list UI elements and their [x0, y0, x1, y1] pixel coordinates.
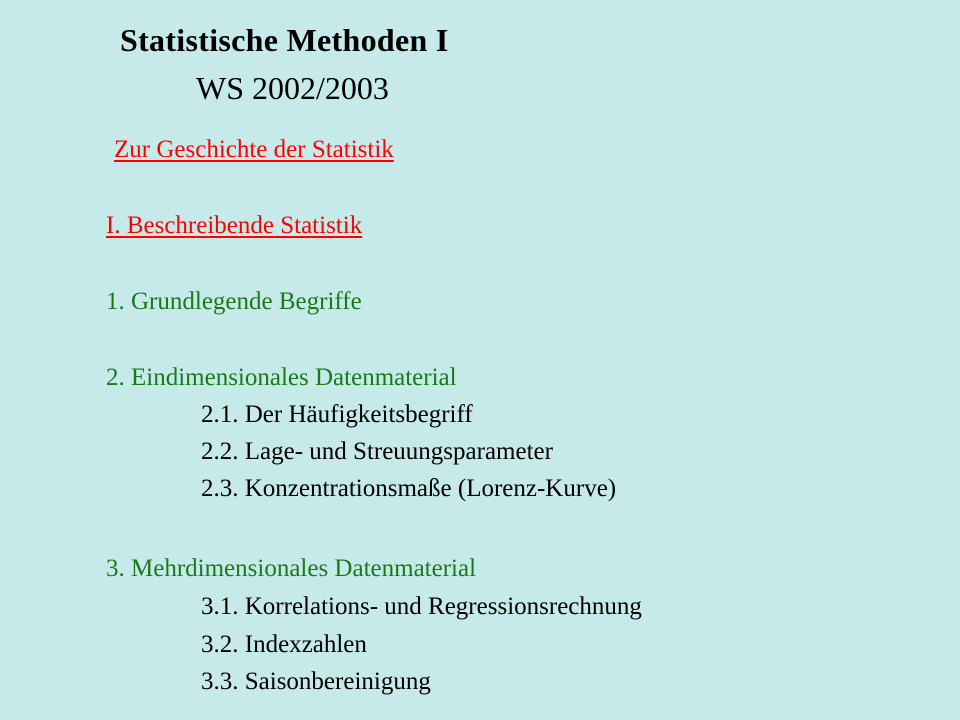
part-one-link[interactable]: I. Beschreibende Statistik [106, 212, 363, 239]
subsection-2-2: 2.2. Lage- und Streuungsparameter [201, 438, 553, 465]
section-heading-2: 2. Eindimensionales Datenmaterial [106, 364, 457, 391]
section-heading-3: 3. Mehrdimensionales Datenmaterial [106, 555, 477, 582]
section-heading-1: 1. Grundlegende Begriffe [106, 288, 362, 315]
subsection-2-3: 2.3. Konzentrationsmaße (Lorenz-Kurve) [201, 475, 617, 502]
subsection-2-1: 2.1. Der Häufigkeitsbegriff [201, 401, 473, 428]
subsection-3-1: 3.1. Korrelations- und Regressionsrechnung [201, 593, 642, 620]
semester-subtitle: WS 2002/2003 [196, 70, 389, 106]
page-title: Statistische Methoden I [120, 22, 449, 58]
history-link[interactable]: Zur Geschichte der Statistik [114, 136, 394, 163]
subsection-3-2: 3.2. Indexzahlen [201, 631, 367, 658]
subsection-3-3: 3.3. Saisonbereinigung [201, 668, 431, 695]
